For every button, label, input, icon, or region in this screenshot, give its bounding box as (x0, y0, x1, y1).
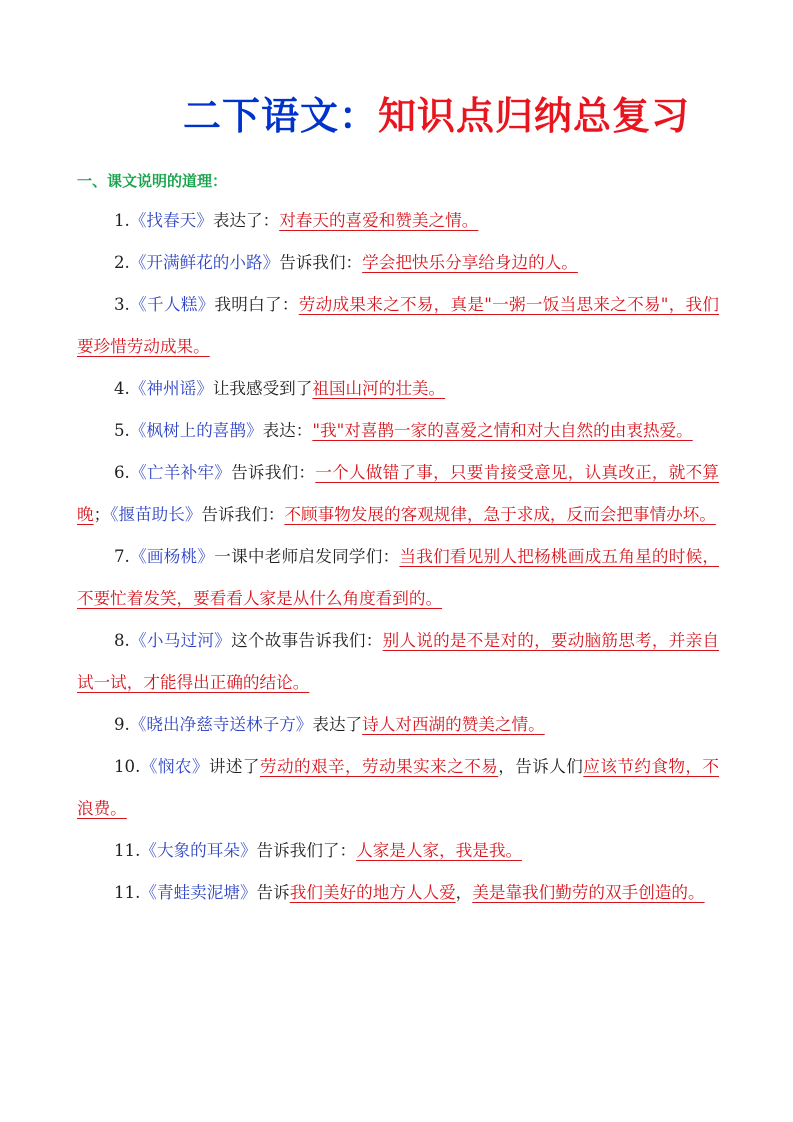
item-list (77, 200, 719, 914)
page-title (0, 90, 793, 142)
book-title: 《小马过河》 (129, 631, 232, 650)
book-title: 《悯农》 (140, 757, 209, 776)
book-title: 《开满鲜花的小路》 (129, 253, 280, 272)
answer-text: 别人说的是不是对的，要动脑筋思考，并亲自试一试，才能得出正确的结论。 (77, 631, 720, 692)
answer-text: 学会把快乐分享给身边的人。 (362, 253, 578, 272)
list-item: 1.《找春天》表达了：对春天的喜爱和赞美之情。 (114, 211, 479, 230)
list-item: 11.《大象的耳朵》告诉我们了：人家是人家，我是我。 (114, 841, 523, 860)
answer-text: "我"对喜鹊一家的喜爱之情和对大自然的由衷热爱。 (312, 421, 693, 440)
book-title: 《枫树上的喜鹊》 (129, 421, 263, 440)
book-title: 《亡羊补牢》 (129, 463, 232, 482)
book-title: 《青蛙卖泥塘》 (140, 883, 257, 902)
answer-text: 当我们看见别人把杨桃画成五角星的时候，不要忙着发笑，要看看人家是从什么角度看到的。 (77, 547, 720, 608)
list-item: 11.《青蛙卖泥塘》告诉我们美好的地方人人爱，美是靠我们勤劳的双手创造的。 (114, 883, 705, 902)
answer-text: 应该节约食物，不浪费。 (77, 757, 720, 818)
answer-text: 我们美好的地方人人爱 (289, 883, 456, 902)
list-item: 7.《画杨桃》一课中老师启发同学们：当我们看见别人把杨桃画成五角星的时候，不要忙着发笑，要看看人家是从什么角度看到的。 (77, 547, 720, 608)
list-item: 2.《开满鲜花的小路》告诉我们：学会把快乐分享给身边的人。 (114, 253, 578, 272)
answer-text: 对春天的喜爱和赞美之情。 (279, 211, 479, 230)
book-title: 《揠苗助长》 (110, 505, 202, 524)
section-heading: 一、课文说明的道理： (77, 172, 228, 190)
book-title: 《画杨桃》 (129, 547, 215, 566)
list-item: 5.《枫树上的喜鹊》表达："我"对喜鹊一家的喜爱之情和对大自然的由衷热爱。 (114, 421, 693, 440)
list-item: 4.《神州谣》让我感受到了祖国山河的壮美。 (114, 379, 446, 398)
book-title: 《大象的耳朵》 (140, 841, 257, 860)
answer-text: 人家是人家，我是我。 (356, 841, 523, 860)
list-item: 10.《悯农》讲述了劳动的艰辛，劳动果实来之不易，告诉人们应该节约食物，不浪费。 (77, 757, 720, 818)
answer-text: 不顾事物发展的客观规律，急于求成，反而会把事情办坏。 (284, 505, 716, 524)
list-item: 8.《小马过河》这个故事告诉我们：别人说的是不是对的，要动脑筋思考，并亲自试一试，才能得出正确的结论。 (77, 631, 720, 692)
list-item: 6.《亡羊补牢》告诉我们：一个人做错了事，只要肯接受意见，认真改正，就不算晚；《揠苗助长》告诉我们：不顾事物发展的客观规律，急于求成，反而会把事情办坏。 (77, 463, 720, 524)
title-part1: 二下语文： (182, 94, 378, 138)
answer-text: 美是靠我们勤劳的双手创造的。 (472, 883, 705, 902)
book-title: 《晓出净慈寺送林子方》 (129, 715, 313, 734)
book-title: 《神州谣》 (129, 379, 213, 398)
title-part2: 知识点归纳总复习 (378, 94, 691, 138)
answer-text: 诗人对西湖的赞美之情。 (362, 715, 545, 734)
answer-text: 祖国山河的壮美。 (312, 379, 446, 398)
book-title: 《找春天》 (129, 211, 213, 230)
answer-text: 一个人做错了事，只要肯接受意见，认真改正，就不算晚 (77, 463, 720, 524)
book-title: 《千人糕》 (129, 295, 215, 314)
answer-text: 劳动的艰辛，劳动果实来之不易 (259, 757, 499, 776)
list-item: 3.《千人糕》我明白了：劳动成果来之不易，真是"一粥一饭当思来之不易"，我们要珍惜劳动成果。 (77, 295, 720, 356)
answer-text: 劳动成果来之不易，真是"一粥一饭当思来之不易"，我们要珍惜劳动成果。 (77, 295, 720, 356)
list-item: 9.《晓出净慈寺送林子方》表达了诗人对西湖的赞美之情。 (114, 715, 545, 734)
